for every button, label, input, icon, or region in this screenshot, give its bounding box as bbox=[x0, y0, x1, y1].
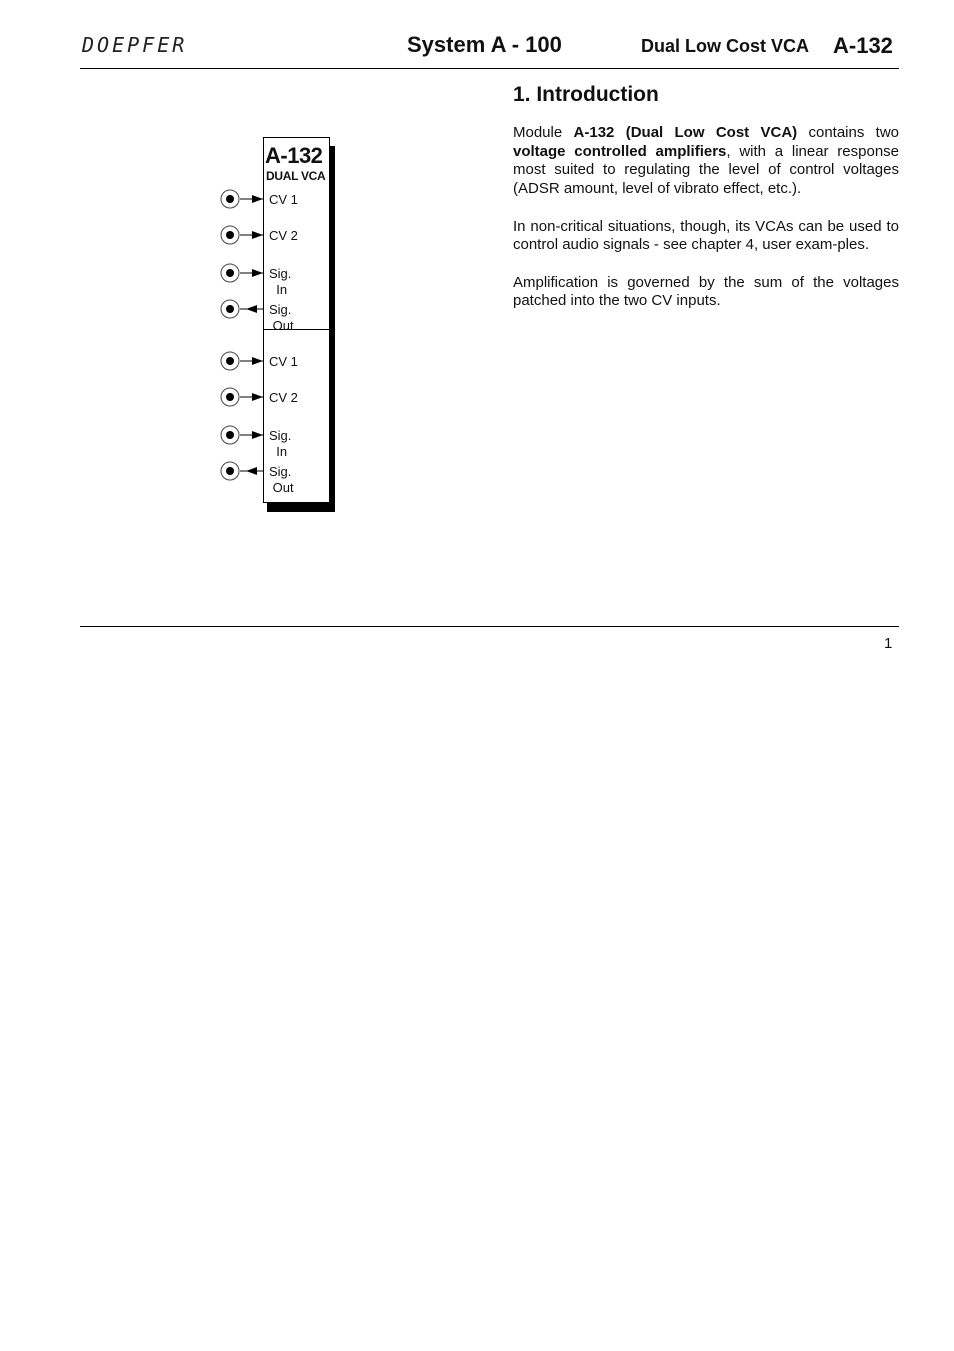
text-span: contains two bbox=[797, 124, 900, 141]
jack-label: Sig. Out bbox=[269, 464, 294, 495]
jack-label: Sig. In bbox=[269, 266, 292, 297]
jack-socket-icon[interactable] bbox=[219, 224, 265, 246]
intro-paragraph bbox=[513, 124, 899, 199]
jack-socket-icon[interactable] bbox=[219, 188, 265, 210]
bold-text: A-132 (Dual Low Cost VCA) bbox=[573, 124, 798, 141]
jack-row bbox=[219, 350, 329, 372]
arrow-left-icon bbox=[246, 305, 257, 313]
arrow-left-icon bbox=[246, 467, 257, 475]
text-span: In non-critical situations, though, its VCAs can be used to control audio signals - see chapter 4, user exam-ples. bbox=[513, 217, 899, 254]
arrow-right-icon bbox=[252, 195, 263, 203]
footer-divider bbox=[80, 626, 899, 627]
text-span: , with a linear response most suited to regulating the level of control voltages (ADSR amount, level of vibrato effect, etc.). bbox=[513, 142, 900, 198]
jack-label: CV 2 bbox=[269, 390, 298, 405]
module-name: Dual Low Cost VCA bbox=[641, 36, 810, 56]
jack-row bbox=[219, 424, 329, 459]
arrow-right-icon bbox=[252, 393, 263, 401]
jack-label: Sig. Out bbox=[269, 302, 294, 333]
jack-socket-icon[interactable] bbox=[219, 350, 265, 372]
panel-subtitle: DUAL VCA bbox=[266, 169, 326, 183]
jack-row bbox=[219, 460, 329, 495]
jack-row bbox=[219, 386, 329, 408]
bold-text: voltage controlled amplifiers bbox=[513, 142, 727, 160]
jack-row bbox=[219, 298, 329, 333]
jack-row bbox=[219, 224, 329, 246]
jack-socket-icon[interactable] bbox=[219, 460, 265, 482]
header-divider bbox=[80, 68, 899, 69]
intro-paragraph bbox=[513, 218, 899, 255]
jack-label: Sig. In bbox=[269, 428, 292, 459]
section-heading: 1. Introduction bbox=[513, 83, 659, 106]
jack-socket-icon[interactable] bbox=[219, 386, 265, 408]
page-number: 1 bbox=[884, 635, 893, 652]
jack-socket-icon[interactable] bbox=[219, 424, 265, 446]
brand-logo: DOEPFER bbox=[82, 33, 188, 57]
jack-label: CV 1 bbox=[269, 354, 298, 369]
intro-text bbox=[513, 124, 899, 330]
page-header bbox=[0, 0, 954, 70]
intro-paragraph bbox=[513, 274, 899, 311]
jack-socket-icon[interactable] bbox=[219, 262, 265, 284]
jack-row bbox=[219, 188, 329, 210]
jack-label: CV 1 bbox=[269, 192, 298, 207]
jack-label: CV 2 bbox=[269, 228, 298, 243]
module-code: A-132 bbox=[833, 33, 893, 58]
jack-socket-icon[interactable] bbox=[219, 298, 265, 320]
text-span: Amplification is governed by the sum of the voltages patched into the two CV inputs. bbox=[513, 273, 899, 310]
system-title: System A - 100 bbox=[407, 32, 562, 57]
arrow-right-icon bbox=[252, 357, 263, 365]
arrow-right-icon bbox=[252, 431, 263, 439]
arrow-right-icon bbox=[252, 231, 263, 239]
arrow-right-icon bbox=[252, 269, 263, 277]
panel-code: A-132 bbox=[265, 143, 323, 168]
jack-row bbox=[219, 262, 329, 297]
text-span: Module bbox=[513, 124, 574, 141]
